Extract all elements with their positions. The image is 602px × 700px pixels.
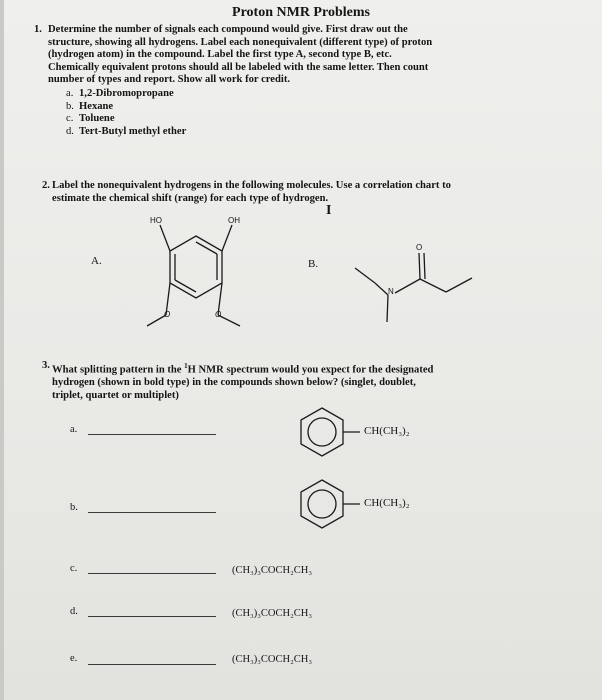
q1-line: Determine the number of signals each compound would give. First draw out the	[48, 24, 408, 35]
molecule-b-structure	[355, 253, 472, 322]
formula-label: (CH₃)₃COCH₂CH₃	[232, 608, 312, 619]
q1-item: a. 1,2-Dibromopropane	[66, 87, 174, 99]
q1-item-text: Hexane	[79, 100, 114, 112]
formula-label: (CH₃)₃COCH₂CH₃	[232, 565, 312, 576]
formula-label: (CH₃)₃COCH₂CH₃	[232, 654, 312, 665]
q3-item-letter: d.	[70, 606, 78, 617]
answer-blank[interactable]	[88, 616, 216, 617]
q1-item: d. Tert-Butyl methyl ether	[66, 125, 187, 137]
q3-line: What splitting pattern in the $^1$H NMR spectrum would you expect for the designated	[52, 362, 434, 376]
question-2-number: 2.	[42, 180, 50, 191]
q3-item-letter: c.	[70, 563, 78, 574]
oh-label: OH	[228, 216, 240, 225]
text-cursor-icon: I	[326, 203, 332, 218]
answer-blank[interactable]	[88, 512, 216, 513]
nitrogen-label: N	[388, 287, 394, 296]
benzene-ring-a	[301, 408, 360, 456]
q3-item-letter: a.	[70, 424, 78, 435]
q1-line: Chemically equivalent protons should all be labeled with the same letter. Then count	[48, 61, 429, 73]
answer-blank[interactable]	[88, 434, 216, 435]
q2-line: estimate the chemical shift (range) for each type of hydrogen.	[52, 192, 329, 204]
q1-line: number of types and report. Show all work for credit.	[48, 74, 290, 86]
oxygen-label: O	[215, 310, 222, 319]
q3-line: triplet, quartet or multiplet)	[52, 389, 179, 401]
q3-line: hydrogen (shown in bold type) in the compounds shown below? (singlet, doublet,	[52, 377, 416, 389]
oxygen-label: O	[164, 310, 171, 319]
q1-line: structure, showing all hydrogens. Label each nonequivalent (different type) of proton	[48, 36, 433, 48]
q1-item-text: 1,2-Dibromopropane	[79, 87, 174, 99]
answer-blank[interactable]	[88, 573, 216, 574]
question-3	[42, 360, 562, 402]
q1-line: (hydrogen atom) in the compound. Label the first type A, second type B, etc.	[48, 49, 392, 61]
q3-item-letter: b.	[70, 502, 78, 513]
page-title: Proton NMR Problems	[232, 5, 370, 20]
q1-item: c. Toluene	[66, 113, 115, 125]
q1-item: b. Hexane	[66, 100, 114, 112]
carbonyl-oxygen-label: O	[416, 243, 423, 252]
answer-blank[interactable]	[88, 664, 216, 665]
q1-item-text: Toluene	[79, 113, 115, 125]
ho-label: HO	[150, 216, 162, 225]
molecule-a-structure	[147, 225, 240, 326]
question-3-number: 3.	[42, 360, 50, 371]
q3-item-letter: e.	[70, 653, 78, 664]
q1-item-text: Tert-Butyl methyl ether	[79, 125, 187, 137]
molecule-b-label: B.	[308, 258, 319, 270]
molecule-a-label: A.	[91, 255, 102, 267]
formula-label: CH(CH₃)₂	[364, 497, 410, 509]
q2-line: Label the nonequivalent hydrogens in the following molecules. Use a correlation chart to	[52, 180, 451, 191]
formula-label: CH(CH₃)₂	[364, 425, 410, 437]
question-1-number: 1.	[34, 24, 42, 35]
benzene-ring-b	[301, 480, 360, 528]
